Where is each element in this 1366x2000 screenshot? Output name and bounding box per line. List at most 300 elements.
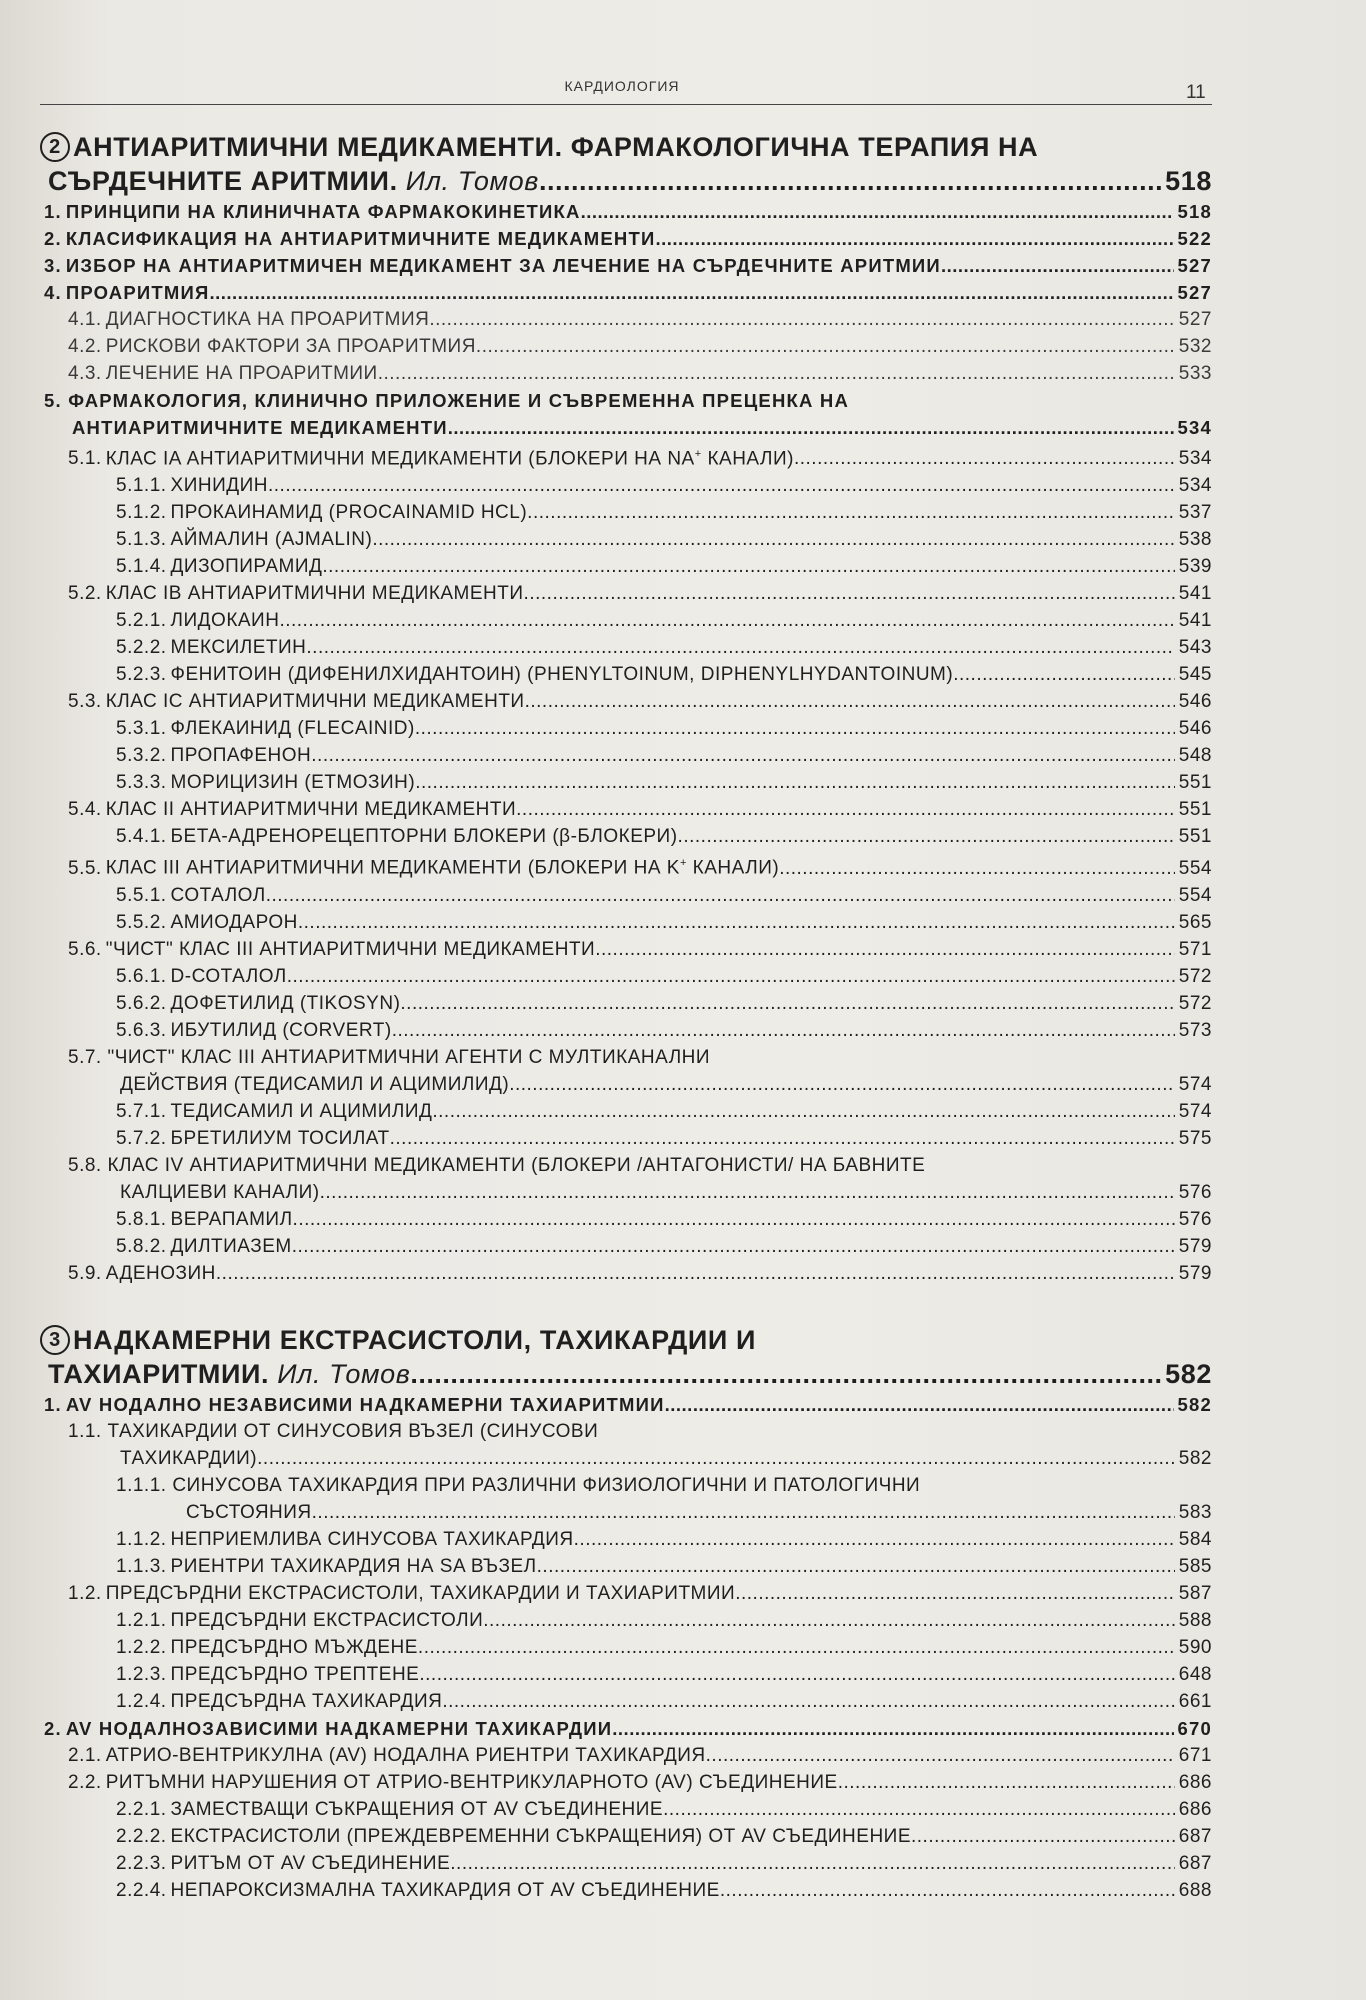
dot-leader — [595, 936, 1175, 963]
entry-number: 5.6.2. — [116, 992, 167, 1014]
toc-entry[interactable] — [40, 1661, 1212, 1688]
dot-leader — [392, 1017, 1175, 1044]
entry-title: НЕПАРОКСИЗМАЛНА ТАХИКАРДИЯ ОТ AV СЪЕДИНЕНИЕ — [170, 1879, 720, 1901]
toc-entry[interactable] — [40, 580, 1212, 607]
dot-leader — [953, 661, 1175, 688]
entry-number: 5.1.2. — [116, 502, 167, 524]
entry-number: 2.2.1. — [116, 1798, 167, 1820]
entry-page: 671 — [1178, 1744, 1212, 1766]
entry-title: ИЗБОР НА АНТИАРИТМИЧЕН МЕДИКАМЕНТ ЗА ЛЕЧЕНИЕ НА СЪРДЕЧНИТЕ АРИТМИИ — [65, 255, 941, 276]
entry-title: AV НОДАЛНО НЕЗАВИСИМИ НАДКАМЕРНИ ТАХИАРИТМИИ — [65, 1393, 665, 1415]
entry-page: 532 — [1178, 336, 1212, 357]
dot-leader — [574, 1526, 1175, 1553]
toc-entry[interactable] — [40, 1260, 1212, 1287]
entry-number: 4. — [44, 282, 62, 303]
chapter-number-badge: 2 — [40, 132, 70, 162]
entry-number: 5.1.1. — [116, 475, 167, 497]
entry-title: КЛАС IB АНТИАРИТМИЧНИ МЕДИКАМЕНТИ — [105, 583, 524, 605]
entry-number: 5.3.1. — [116, 718, 167, 740]
chapter-number-badge: 3 — [40, 1325, 70, 1355]
superscript: + — [694, 448, 702, 460]
chapter-page: 518 — [1165, 166, 1212, 196]
dot-leader — [735, 1580, 1175, 1607]
entry-title: БРЕТИЛИУМ ТОСИЛАТ — [170, 1127, 390, 1149]
chapter-title-line2: СЪРДЕЧНИТЕ АРИТМИИ. — [48, 166, 398, 196]
entry-number: 1. — [44, 1393, 62, 1415]
toc-entry[interactable] — [40, 1850, 1212, 1877]
entry-title-end: КАНАЛИ) — [686, 857, 780, 879]
toc-entry[interactable] — [40, 769, 1212, 796]
toc-entry[interactable] — [40, 1233, 1212, 1260]
entry-number: 5.8. — [68, 1154, 102, 1176]
entry-page: 541 — [1178, 583, 1212, 605]
toc-entry[interactable] — [40, 634, 1212, 661]
dot-leader — [292, 1233, 1175, 1260]
dot-leader — [450, 1850, 1175, 1877]
entry-title: КЛАС II АНТИАРИТМИЧНИ МЕДИКАМЕНТИ — [105, 799, 517, 821]
entry-title: РИТЪМ ОТ AV СЪЕДИНЕНИЕ — [170, 1852, 451, 1874]
dot-leader — [655, 225, 1173, 252]
toc-entry[interactable] — [40, 1553, 1212, 1580]
entry-title: СОТАЛОЛ — [170, 884, 266, 906]
dot-leader — [516, 796, 1175, 823]
entry-title: ФЛЕКАИНИД (FLECAINID) — [170, 718, 415, 740]
entry-number: 5.2.2. — [116, 637, 167, 659]
entry-number: 1.2.3. — [116, 1663, 167, 1685]
entry-page: 545 — [1178, 664, 1212, 686]
chapter-author: Ил. Томов — [405, 166, 539, 196]
entry-page: 583 — [1178, 1501, 1212, 1523]
entry-page: 533 — [1178, 363, 1212, 384]
entry-page: 575 — [1178, 1127, 1212, 1149]
entry-title: ПРОПАФЕНОН — [170, 745, 312, 767]
chapter-2-heading-line2[interactable] — [40, 164, 1212, 198]
dot-leader — [941, 252, 1174, 279]
entry-page: 534 — [1177, 417, 1212, 438]
entry-number: 5.3.2. — [116, 745, 167, 767]
dot-leader — [216, 1260, 1175, 1287]
toc-entry[interactable] — [40, 441, 1212, 472]
entry-page: 590 — [1178, 1636, 1212, 1658]
toc-entry[interactable] — [40, 882, 1212, 909]
toc-entry-line2[interactable] — [40, 1179, 1212, 1206]
dot-leader — [257, 1445, 1175, 1472]
entry-page: 688 — [1178, 1879, 1212, 1901]
toc-entry-line1[interactable] — [40, 1152, 1212, 1179]
entry-page: 585 — [1178, 1555, 1212, 1577]
toc-entry[interactable] — [40, 1742, 1212, 1769]
dot-leader — [537, 1553, 1175, 1580]
entry-title: АНТИАРИТМИЧНИТЕ МЕДИКАМЕНТИ — [72, 417, 448, 438]
entry-page: 554 — [1178, 857, 1212, 879]
entry-number: 5.1.4. — [116, 556, 167, 578]
chapter-2-heading — [40, 130, 1212, 164]
toc-entry[interactable] — [40, 1715, 1212, 1742]
entry-number: 4.2. — [68, 336, 102, 357]
entry-title: ТЕДИСАМИЛ И АЦИМИЛИД — [170, 1100, 433, 1122]
entry-page: 579 — [1178, 1262, 1212, 1284]
dot-leader — [663, 1796, 1175, 1823]
entry-page: 537 — [1178, 502, 1212, 524]
entry-title: БЕТА-АДРЕНОРЕЦЕПТОРНИ БЛОКЕРИ (β-БЛОКЕРИ) — [170, 826, 678, 848]
entry-title: ИБУТИЛИД (CORVERT) — [170, 1019, 392, 1041]
toc-entry[interactable] — [40, 1391, 1212, 1418]
entry-title: КАЛЦИЕВИ КАНАЛИ) — [120, 1181, 320, 1203]
entry-title: ПРЕДСЪРДНО МЪЖДЕНЕ — [170, 1636, 418, 1658]
entry-page: 551 — [1178, 772, 1212, 794]
entry-number: 4.1. — [68, 309, 102, 330]
entry-page: 518 — [1177, 201, 1212, 222]
entry-title: ДЕЙСТВИЯ (ТЕДИСАМИЛ И АЦИМИЛИД) — [120, 1073, 510, 1095]
entry-page: 587 — [1178, 1582, 1212, 1604]
entry-title: ФЕНИТОИН (ДИФЕНИЛХИДАНТОИН) (PHENYLTOINUM, DIPHENYLHYDANTOINUM) — [170, 664, 954, 686]
chapter-author: Ил. Томов — [277, 1358, 411, 1389]
dot-leader — [448, 414, 1174, 441]
entry-title: ЕКСТРАСИСТОЛИ (ПРЕЖДЕВРЕМЕННИ СЪКРАЩЕНИЯ) ОТ AV СЪЕДИНЕНИЕ — [170, 1825, 911, 1847]
entry-number: 5.2. — [68, 583, 102, 605]
superscript: + — [679, 857, 687, 870]
entry-title: ПРЕДСЪРДНА ТАХИКАРДИЯ — [170, 1690, 443, 1712]
dot-leader — [415, 715, 1175, 742]
dot-leader — [442, 1688, 1174, 1715]
entry-page: 576 — [1178, 1181, 1212, 1203]
entry-title: АДЕНОЗИН — [105, 1262, 216, 1284]
dot-leader — [306, 634, 1174, 661]
header-rule — [40, 104, 1212, 105]
entry-title: РИСКОВИ ФАКТОРИ ЗА ПРОАРИТМИЯ — [105, 336, 476, 357]
entry-title: АЙМАЛИН (AJMALIN) — [170, 529, 373, 551]
toc-entry[interactable] — [40, 850, 1212, 881]
entry-number: 5.1.3. — [116, 529, 167, 551]
entry-number: 1.2.2. — [116, 1636, 167, 1658]
dot-leader — [483, 1607, 1175, 1634]
dot-leader — [678, 823, 1175, 850]
entry-page: 534 — [1178, 448, 1212, 470]
entry-number: 2.2.3. — [116, 1852, 167, 1874]
entry-page: 541 — [1178, 610, 1212, 632]
entry-number: 2.1. — [68, 1744, 102, 1766]
toc-entry-line2[interactable] — [40, 414, 1212, 441]
entry-number: 1.1. — [68, 1420, 102, 1442]
toc-entry[interactable] — [40, 963, 1212, 990]
toc-entry[interactable] — [40, 198, 1212, 225]
entry-title: ТАХИКАРДИИ ОТ СИНУСОВИЯ ВЪЗЕЛ (СИНУСОВИ — [107, 1420, 599, 1442]
entry-title: МОРИЦИЗИН (ЕТМОЗИН) — [170, 772, 416, 794]
entry-page: 686 — [1178, 1771, 1212, 1793]
entry-page: 661 — [1178, 1690, 1212, 1712]
chapter-title-line1: АНТИАРИТМИЧНИ МЕДИКАМЕНТИ. ФАРМАКОЛОГИЧНА ТЕРАПИЯ НА — [73, 132, 1039, 162]
entry-number: 1.1.2. — [116, 1528, 167, 1550]
entry-number: 5.4. — [68, 799, 102, 821]
dot-leader — [268, 472, 1175, 499]
entry-page: 687 — [1178, 1825, 1212, 1847]
entry-title-end: КАНАЛИ) — [701, 448, 794, 470]
entry-number: 2.2. — [68, 1771, 102, 1793]
toc-entry[interactable] — [40, 499, 1212, 526]
entry-page: 572 — [1178, 992, 1212, 1014]
toc-entry-line1[interactable] — [40, 387, 1212, 414]
entry-title: ФАРМАКОЛОГИЯ, КЛИНИЧНО ПРИЛОЖЕНИЕ И СЪВРЕМЕННА ПРЕЦЕНКА НА — [68, 390, 850, 411]
entry-page: 527 — [1177, 282, 1212, 303]
entry-title: ПРОКАИНАМИД (PROCAINAMID HCL) — [170, 502, 528, 524]
dot-leader — [527, 499, 1175, 526]
entry-page: 648 — [1178, 1663, 1212, 1685]
page-number: 11 — [1186, 82, 1206, 103]
entry-title: КЛАСИФИКАЦИЯ НА АНТИАРИТМИЧНИТЕ МЕДИКАМЕНТИ — [65, 228, 656, 249]
entry-number: 5.6.3. — [116, 1019, 167, 1041]
dot-leader — [400, 990, 1174, 1017]
entry-number: 5.8.2. — [116, 1235, 167, 1257]
chapter-title-line2: ТАХИАРИТМИИ. — [48, 1358, 270, 1389]
entry-title: АТРИО-ВЕНТРИКУЛНА (AV) НОДАЛНА РИЕНТРИ ТАХИКАРДИЯ — [105, 1744, 706, 1766]
toc-entry[interactable] — [40, 796, 1212, 823]
dot-leader — [509, 1071, 1175, 1098]
dot-leader — [665, 1391, 1174, 1418]
entry-page: 582 — [1178, 1447, 1212, 1469]
dot-leader — [266, 882, 1175, 909]
dot-leader — [612, 1715, 1173, 1742]
entry-number: 5.9. — [68, 1262, 102, 1284]
entry-page: 576 — [1178, 1208, 1212, 1230]
toc-entry-line2[interactable] — [40, 1499, 1212, 1526]
entry-title: ХИНИДИН — [170, 475, 268, 497]
entry-title: МЕКСИЛЕТИН — [170, 637, 307, 659]
toc-entry[interactable] — [40, 688, 1212, 715]
toc-entry[interactable] — [40, 1125, 1212, 1152]
entry-title: ЛИДОКАИН — [170, 610, 280, 632]
entry-title: ВЕРАПАМИЛ — [170, 1208, 293, 1230]
entry-number: 5.8.1. — [116, 1208, 167, 1230]
dot-leader — [418, 1634, 1175, 1661]
dot-leader — [539, 164, 1161, 198]
entry-page: 522 — [1177, 228, 1212, 249]
entry-number: 2. — [44, 1717, 62, 1739]
entry-page: 548 — [1178, 745, 1212, 767]
entry-number: 2.2.4. — [116, 1879, 167, 1901]
dot-leader — [429, 306, 1174, 333]
entry-number: 2. — [44, 228, 62, 249]
dot-leader — [911, 1823, 1175, 1850]
toc-entry[interactable] — [40, 990, 1212, 1017]
toc-entry[interactable] — [40, 1769, 1212, 1796]
entry-page: 538 — [1178, 529, 1212, 551]
entry-page: 572 — [1178, 965, 1212, 987]
entry-title: "ЧИСТ" КЛАС III АНТИАРИТМИЧНИ МЕДИКАМЕНТИ — [105, 938, 596, 960]
entry-page: 573 — [1178, 1019, 1212, 1041]
entry-number: 5.5.2. — [116, 911, 167, 933]
toc-entry[interactable] — [40, 526, 1212, 553]
toc-entry[interactable] — [40, 306, 1212, 333]
dot-leader — [209, 279, 1173, 306]
toc-entry[interactable] — [40, 909, 1212, 936]
entry-title: КЛАС IA АНТИАРИТМИЧНИ МЕДИКАМЕНТИ (БЛОКЕРИ НА NA — [105, 448, 695, 470]
dot-leader — [378, 360, 1175, 387]
dot-leader — [581, 198, 1174, 225]
dot-leader — [525, 688, 1175, 715]
entry-number: 5.2.1. — [116, 610, 167, 632]
entry-page: 534 — [1178, 475, 1212, 497]
dot-leader — [432, 1098, 1174, 1125]
entry-title: КЛАС IV АНТИАРИТМИЧНИ МЕДИКАМЕНТИ (БЛОКЕРИ /АНТАГОНИСТИ/ НА БАВНИТЕ — [107, 1154, 926, 1176]
chapter-3-heading-line2[interactable] — [40, 1357, 1212, 1391]
entry-page: 687 — [1178, 1852, 1212, 1874]
dot-leader — [476, 333, 1175, 360]
entry-title: ПРОАРИТМИЯ — [65, 282, 210, 303]
entry-title: AV НОДАЛНОЗАВИСИМИ НАДКАМЕРНИ ТАХИКАРДИИ — [65, 1717, 613, 1739]
entry-page: 582 — [1177, 1393, 1212, 1415]
entry-number: 1.2. — [68, 1582, 102, 1604]
dot-leader — [524, 580, 1175, 607]
entry-title: ДИЗОПИРАМИД — [170, 556, 323, 578]
toc-entry[interactable] — [40, 333, 1212, 360]
entry-page: 588 — [1178, 1609, 1212, 1631]
dot-leader — [279, 607, 1174, 634]
entry-title: РИТЪМНИ НАРУШЕНИЯ ОТ АТРИО-ВЕНТРИКУЛАРНОТО (AV) СЪЕДИНЕНИЕ — [105, 1771, 838, 1793]
entry-title: ДИЛТИАЗЕМ — [170, 1235, 292, 1257]
toc-entry[interactable] — [40, 661, 1212, 688]
entry-title: ДИАГНОСТИКА НА ПРОАРИТМИЯ — [105, 309, 430, 330]
entry-number: 5.3. — [68, 691, 102, 713]
toc-entry-line2[interactable] — [40, 1445, 1212, 1472]
entry-number: 5.3.3. — [116, 772, 167, 794]
entry-title: "ЧИСТ" КЛАС III АНТИАРИТМИЧНИ АГЕНТИ С МУЛТИКАНАЛНИ — [107, 1046, 711, 1068]
toc-entry[interactable] — [40, 279, 1212, 306]
entry-page: 527 — [1177, 255, 1212, 276]
entry-title: НЕПРИЕМЛИВА СИНУСОВА ТАХИКАРДИЯ — [170, 1528, 574, 1550]
dot-leader — [312, 1499, 1175, 1526]
toc-entry[interactable] — [40, 1206, 1212, 1233]
entry-page: 686 — [1178, 1798, 1212, 1820]
chapter-3-heading — [40, 1323, 1212, 1357]
entry-title: D-СОТАЛОЛ — [170, 965, 287, 987]
entry-page: 670 — [1177, 1717, 1212, 1739]
chapter-title-line1: НАДКАМЕРНИ ЕКСТРАСИСТОЛИ, ТАХИКАРДИИ И — [73, 1324, 757, 1355]
dot-leader — [372, 526, 1174, 553]
entry-number: 5.5.1. — [116, 884, 167, 906]
entry-number: 5.4.1. — [116, 826, 167, 848]
chapter-page: 582 — [1165, 1358, 1212, 1389]
entry-title: СИНУСОВА ТАХИКАРДИЯ ПРИ РАЗЛИЧНИ ФИЗИОЛОГИЧНИ И ПАТОЛОГИЧНИ — [172, 1474, 921, 1496]
entry-title: ДОФЕТИЛИД (TIKOSYN) — [170, 992, 401, 1014]
entry-title: ПРИНЦИПИ НА КЛИНИЧНАТА ФАРМАКОКИНЕТИКА — [65, 201, 581, 222]
toc-entry[interactable] — [40, 1526, 1212, 1553]
toc-entry[interactable] — [40, 360, 1212, 387]
running-head: КАРДИОЛОГИЯ — [564, 78, 680, 94]
entry-number: 5.7. — [68, 1046, 102, 1068]
toc-entry-line1[interactable] — [40, 1472, 1212, 1499]
entry-title: ПРЕДСЪРДНИ ЕКСТРАСИСТОЛИ, ТАХИКАРДИИ И ТАХИАРИТМИИ — [105, 1582, 736, 1604]
toc-entry[interactable] — [40, 742, 1212, 769]
entry-number: 1.1.1. — [116, 1474, 167, 1496]
toc-entry[interactable] — [40, 472, 1212, 499]
toc-entry[interactable] — [40, 1634, 1212, 1661]
entry-page: 571 — [1178, 938, 1212, 960]
entry-number: 1.2.1. — [116, 1609, 167, 1631]
dot-leader — [706, 1742, 1175, 1769]
toc-entry[interactable] — [40, 1580, 1212, 1607]
entry-number: 5.1. — [68, 448, 102, 470]
entry-number: 2.2.2. — [116, 1825, 167, 1847]
entry-number: 5. — [44, 390, 62, 411]
toc-entry[interactable] — [40, 1017, 1212, 1044]
entry-title: КЛАС IC АНТИАРИТМИЧНИ МЕДИКАМЕНТИ — [105, 691, 525, 713]
toc-entry[interactable] — [40, 1877, 1212, 1904]
toc-entry[interactable] — [40, 225, 1212, 252]
entry-page: 527 — [1178, 309, 1212, 330]
dot-leader — [320, 1179, 1175, 1206]
entry-title: ЗАМЕСТВАЩИ СЪКРАЩЕНИЯ ОТ AV СЪЕДИНЕНИЕ — [170, 1798, 664, 1820]
entry-page: 565 — [1178, 911, 1212, 933]
toc-entry-line1[interactable] — [40, 1418, 1212, 1445]
dot-leader — [794, 445, 1175, 472]
entry-page: 546 — [1178, 691, 1212, 713]
entry-page: 554 — [1178, 884, 1212, 906]
entry-page: 579 — [1178, 1235, 1212, 1257]
dot-leader — [390, 1125, 1175, 1152]
entry-page: 551 — [1178, 799, 1212, 821]
toc-entry[interactable] — [40, 553, 1212, 580]
dot-leader — [287, 963, 1175, 990]
entry-page: 574 — [1178, 1100, 1212, 1122]
toc-entry[interactable] — [40, 1823, 1212, 1850]
entry-number: 1.1.3. — [116, 1555, 167, 1577]
toc-entry[interactable] — [40, 1607, 1212, 1634]
dot-leader — [410, 1357, 1161, 1391]
toc-entry[interactable] — [40, 1098, 1212, 1125]
toc-entry[interactable] — [40, 715, 1212, 742]
entry-number: 5.6.1. — [116, 965, 167, 987]
entry-number: 5.5. — [68, 857, 102, 879]
entry-title: ПРЕДСЪРДНО ТРЕПТЕНЕ — [170, 1663, 420, 1685]
toc-entry[interactable] — [40, 252, 1212, 279]
entry-title: РИЕНТРИ ТАХИКАРДИЯ НА SA ВЪЗЕЛ — [170, 1555, 537, 1577]
dot-leader — [322, 553, 1174, 580]
entry-page: 584 — [1178, 1528, 1212, 1550]
table-of-contents — [40, 130, 1212, 1904]
toc-entry[interactable] — [40, 607, 1212, 634]
dot-leader — [838, 1769, 1175, 1796]
entry-page: 539 — [1178, 556, 1212, 578]
toc-entry[interactable] — [40, 1688, 1212, 1715]
entry-page: 574 — [1178, 1073, 1212, 1095]
entry-title: АМИОДАРОН — [170, 911, 298, 933]
entry-title: ТАХИКАРДИИ) — [120, 1447, 258, 1469]
entry-page: 546 — [1178, 718, 1212, 740]
entry-title: КЛАС III АНТИАРИТМИЧНИ МЕДИКАМЕНТИ (БЛОКЕРИ НА K — [105, 857, 680, 879]
section-gap — [40, 1287, 1212, 1323]
entry-number: 3. — [44, 255, 62, 276]
entry-title: ЛЕЧЕНИЕ НА ПРОАРИТМИИ — [105, 363, 378, 384]
toc-entry[interactable] — [40, 936, 1212, 963]
entry-number: 4.3. — [68, 363, 102, 384]
entry-number: 5.7.1. — [116, 1100, 167, 1122]
toc-entry[interactable] — [40, 823, 1212, 850]
dot-leader — [779, 855, 1175, 882]
entry-number: 1. — [44, 201, 62, 222]
toc-entry[interactable] — [40, 1796, 1212, 1823]
dot-leader — [415, 769, 1175, 796]
entry-number: 5.2.3. — [116, 664, 167, 686]
entry-title: СЪСТОЯНИЯ — [186, 1501, 312, 1523]
dot-leader — [419, 1661, 1174, 1688]
toc-entry-line1[interactable] — [40, 1044, 1212, 1071]
toc-entry-line2[interactable] — [40, 1071, 1212, 1098]
entry-number: 1.2.4. — [116, 1690, 167, 1712]
dot-leader — [298, 909, 1175, 936]
entry-number: 5.6. — [68, 938, 102, 960]
entry-number: 5.7.2. — [116, 1127, 167, 1149]
entry-page: 551 — [1178, 826, 1212, 848]
